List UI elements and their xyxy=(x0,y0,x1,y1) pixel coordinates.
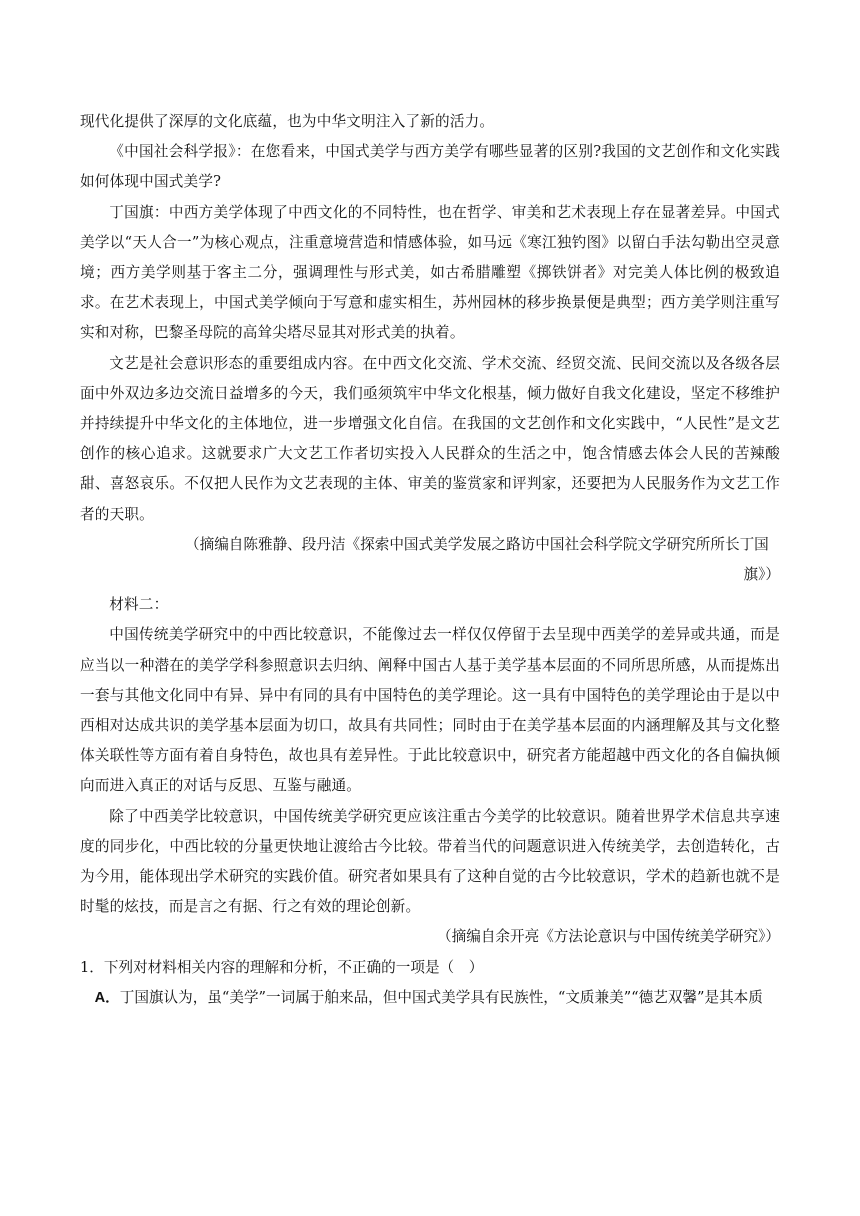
question-stem: 1．下列对材料相关内容的理解和分析，不正确的一项是（ ） xyxy=(80,958,484,976)
document-page xyxy=(80,107,780,1013)
source-citation-material1-tail: 旗》） xyxy=(743,566,780,584)
paragraph-interview-question: 《中国社会科学报》：在您看来，中国式美学与西方美学有哪些显著的区别?我国的文艺创作和文化实践如何体现中国式美学? xyxy=(80,143,780,191)
option-a-letter: A． xyxy=(94,989,120,1006)
paragraph-material2-ancient-modern: 除了中西美学比较意识，中国传统美学研究更应该注重古今美学的比较意识。随着世界学术信息共享速度的同步化，中西比较的分量更快地让渡给古今比较。带着当代的问题意识进入传统美学，去创造转化，古为今用，能体现出学术研究的实践价值。研究者如果具有了这种自觉的古今比较意识，学术的趋新也就不是时髦的炫技，而是言之有据、行之有效的理论创新。 xyxy=(80,807,780,916)
paragraph-answer-differences: 丁国旗：中西方美学体现了中西文化的不同特性，也在哲学、审美和艺术表现上存在显著差异。中国式美学以“天人合一”为核心观点，注重意境营造和情感体验，如马远《寒江独钓图》以留白手法勾勒出空灵意境；西方美学则基于客主二分，强调理性与形式美，如古希腊雕塑《掷铁饼者》对完美人体比例的极致追求。在艺术表现上，中国式美学倾向于写意和虚实相生，苏州园林的移步换景便是典型；西方美学则注重写实和对称，巴黎圣母院的高耸尖塔尽显其对形式美的执着。 xyxy=(80,203,780,342)
paragraph-answer-practice: 文艺是社会意识形态的重要组成内容。在中西文化交流、学术交流、经贸交流、民间交流以及各级各层面中外双边多边交流日益增多的今天，我们亟须筑牢中华文化根基，倾力做好自我文化建设，坚定不移维护并持续提升中华文化的主体地位，进一步增强文化自信。在我国的文艺创作和文化实践中，“人民性”是文艺创作的核心追求。这就要求广大文艺工作者切实投入人民群众的生活之中，饱含情感去体会人民的苦辣酸甜、喜怒哀乐。不仅把人民作为文艺表现的主体、审美的鉴赏家和评判家，还要把为人民服务作为文艺工作者的天职。 xyxy=(80,354,780,523)
paragraph-intro-tail: 现代化提供了深厚的文化底蕴，也为中华文明注入了新的活力。 xyxy=(80,113,495,130)
source-citation-material2: （摘编自余开亮《方法论意识与中国传统美学研究》） xyxy=(437,928,780,946)
paragraph-material2-comparison: 中国传统美学研究中的中西比较意识，不能像过去一样仅仅停留于去呈现中西美学的差异或共通，而是应当以一种潜在的美学学科参照意识去归纳、阐释中国古人基于美学基本层面的不同所思所感，从而提炼出一套与其他文化同中有异、异中有同的具有中国特色的美学理论。这一具有中国特色的美学理论由于是以中西相对达成共识的美学基本层面为切口，故具有共同性；同时由于在美学基本层面的内涵理解及其与文化整体关联性等方面有着自身特色，故也具有差异性。于此比较意识中，研究者方能超越中西文化的各自偏执倾向而进入真正的对话与反思、互鉴与融通。 xyxy=(80,626,780,795)
material2-label: 材料二： xyxy=(109,596,169,614)
option-a-text: 丁国旗认为，虽“美学”一词属于舶来品，但中国式美学具有民族性，“文质兼美”“德艺双馨”是其本质 xyxy=(119,988,763,1006)
source-citation-material1 xyxy=(80,530,780,590)
source-citation-material1-main: （摘编自陈雅静、段丹洁《探索中国式美学发展之路访中国社会科学院文学研究所所长丁国 xyxy=(185,535,769,553)
question-option-a xyxy=(80,983,780,1013)
